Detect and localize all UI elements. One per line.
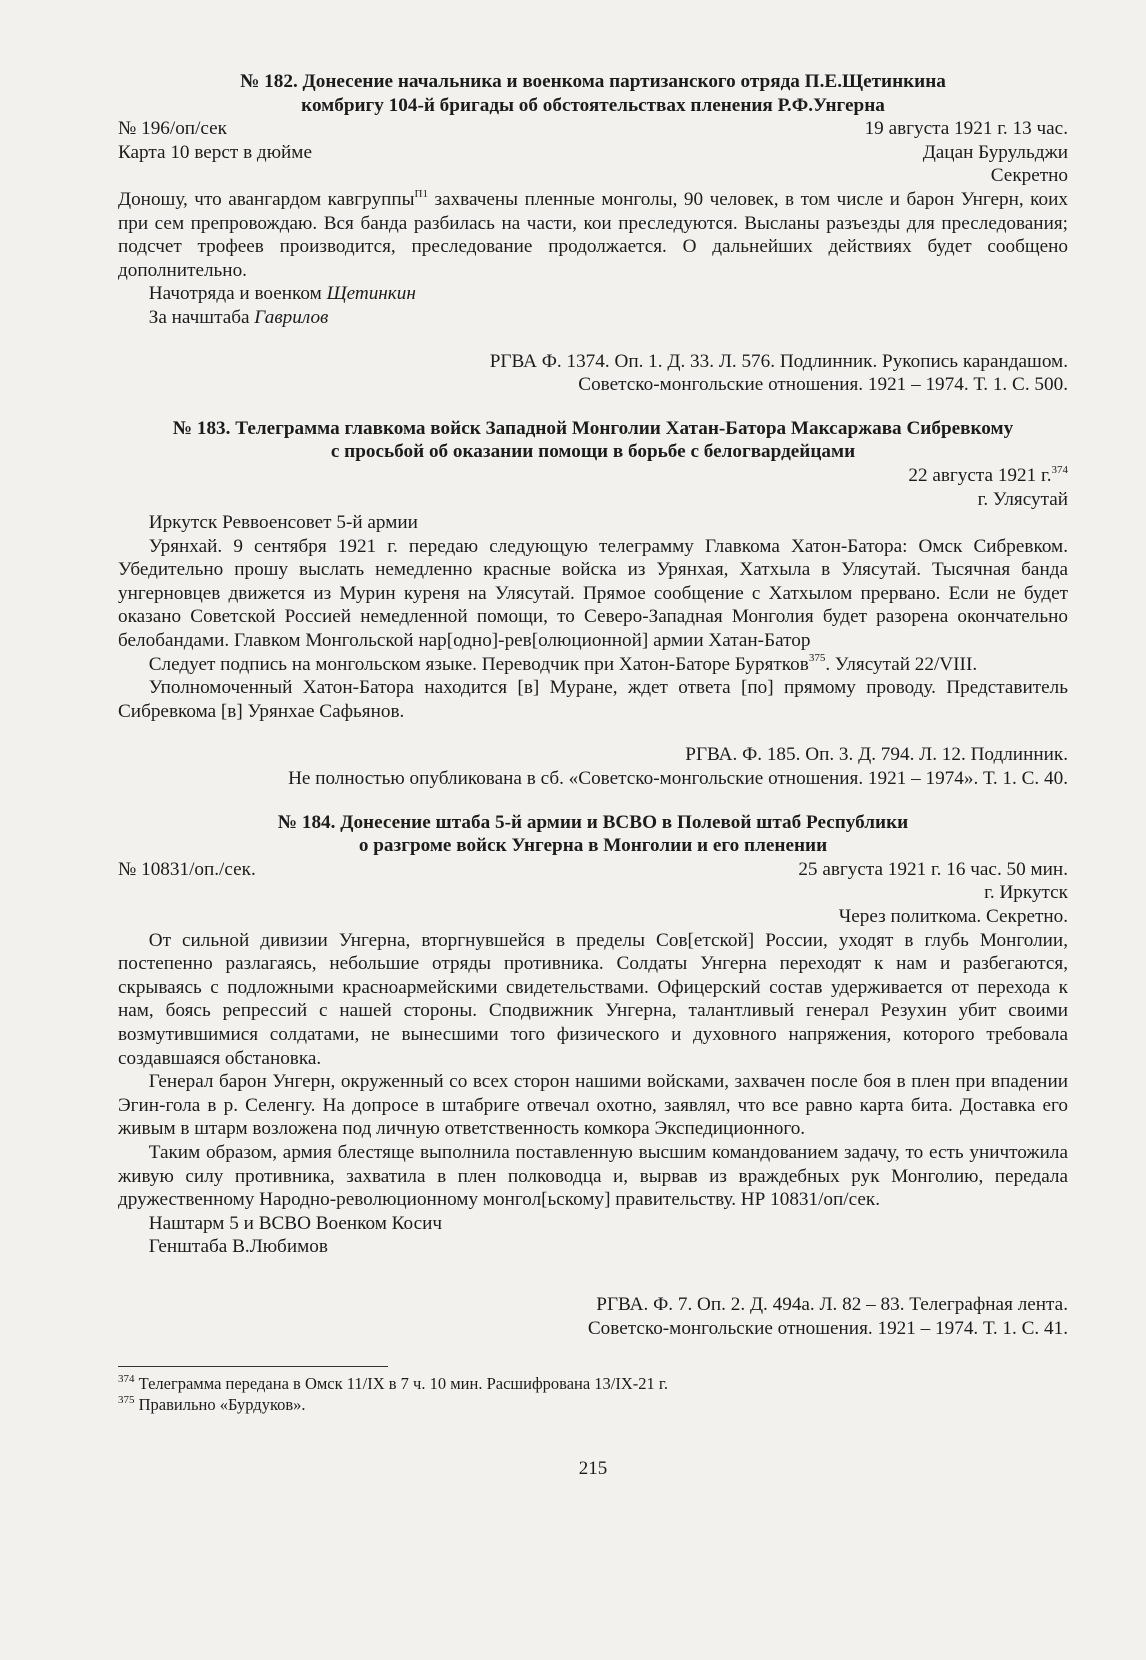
document-183 bbox=[118, 417, 1068, 791]
footnote-374-mark: 374 bbox=[118, 1372, 135, 1385]
doc182-body-text-b: захвачены пленные монголы, 90 человек, в том числе и барон Унгерн, коих при сем препровождаю. Вся банда разбилась на части, кои преследуются. Высланы разъезды для преследования; подсчет трофеев производится, преследование продолжается. О дальнейших действиях будет сообщено дополнительно. bbox=[118, 188, 1068, 281]
doc182-source-2: Советско-монгольские отношения. 1921 – 1974. Т. 1. С. 500. bbox=[578, 374, 1068, 396]
doc184-source-1: РГВА. Ф. 7. Оп. 2. Д. 494а. Л. 82 – 83. Телеграфная лента. bbox=[596, 1293, 1068, 1315]
doc182-sig1-name: Щетинкин bbox=[326, 283, 416, 305]
document-184 bbox=[118, 811, 1068, 1340]
doc184-source-2: Советско-монгольские отношения. 1921 – 1974. Т. 1. С. 41. bbox=[587, 1317, 1068, 1339]
doc182-source-1: РГВА Ф. 1374. Оп. 1. Д. 33. Л. 576. Подлинник. Рукопись карандашом. bbox=[489, 350, 1068, 372]
doc184-title-line2: о разгроме войск Унгерна в Монголии и его пленении bbox=[358, 835, 828, 857]
doc182-signature-1 bbox=[118, 282, 1068, 306]
doc184-para-1: От сильной дивизии Унгерна, вторгнувшейся в пределы Сов[етской] России, уходят в глубь Монголии, постепенно разлагаясь, небольшие отряды противника. Солдаты Унгерна переходят к нам и разбегаются, скрываясь с подложными красноармейскими свидетельствами. Офицерский состав удерживается от перехода к нам, боясь репрессий с нашей стороны. Сподвижник Унгерна, талантливый генерал Резухин убит своими возмутившимися солдатами, не вынесшими того физического и духовного напряжения, которого требовала создавшаяся обстановка. bbox=[118, 929, 1068, 1069]
doc182-sig2-label: За начштаба bbox=[148, 306, 255, 328]
footnote-374 bbox=[118, 1373, 1068, 1394]
doc182-title-line2: комбригу 104-й бригады об обстоятельствах пленения Р.Ф.Унгерна bbox=[301, 94, 885, 116]
doc184-signature-2: Генштаба В.Любимов bbox=[148, 1236, 328, 1258]
doc183-para2-text-b: . Улясутай 22/VIII. bbox=[825, 653, 978, 675]
doc182-sig2-name: Гаврилов bbox=[254, 306, 329, 328]
doc184-number: № 10831/оп./сек. bbox=[118, 858, 256, 880]
doc182-number: № 196/оп/сек bbox=[118, 118, 227, 140]
footnote-375 bbox=[118, 1394, 1068, 1415]
doc183-para-3: Уполномоченный Хатон-Батора находится [в] Муране, ждет ответа [по] прямому проводу. Представитель Сибревкома [в] Урянхае Сафьянов. bbox=[118, 677, 1068, 722]
document-page bbox=[118, 70, 1068, 1481]
doc184-signature-1: Наштарм 5 и ВСВО Военком Косич bbox=[148, 1212, 443, 1234]
document-182 bbox=[118, 70, 1068, 397]
footnote-375-mark: 375 bbox=[118, 1393, 135, 1406]
doc184-via: Через политкома. Секретно. bbox=[838, 906, 1068, 927]
doc184-date: 25 августа 1921 г. 16 час. 50 мин. bbox=[798, 858, 1068, 880]
doc182-meta-row1 bbox=[118, 117, 1068, 141]
doc182-note-mark: П1 bbox=[414, 187, 428, 200]
doc182-body-text-a: Доношу, что авангардом кавгруппы bbox=[118, 188, 415, 210]
doc183-date-note-mark: 374 bbox=[1051, 463, 1068, 476]
doc183-addressee: Иркутск Реввоенсовет 5-й армии bbox=[148, 512, 418, 534]
doc184-meta-row bbox=[118, 858, 1068, 882]
footnote-374-text: Телеграмма передана в Омск 11/IX в 7 ч. 10 мин. Расшифрована 13/IX-21 г. bbox=[134, 1374, 668, 1394]
doc182-map: Карта 10 верст в дюйме bbox=[118, 141, 312, 163]
doc184-title-line1: № 184. Донесение штаба 5-й армии и ВСВО в Полевой штаб Республики bbox=[277, 811, 909, 833]
doc183-place: г. Улясутай bbox=[977, 488, 1068, 510]
doc182-meta-row2 bbox=[118, 141, 1068, 165]
doc182-date: 19 августа 1921 г. 13 час. bbox=[864, 118, 1068, 140]
doc183-title-line2: с просьбой об оказании помощи в борьбе с белогвардейцами bbox=[330, 441, 856, 463]
doc182-sig1-label: Начотряда и военком bbox=[148, 283, 327, 305]
page-number: 215 bbox=[578, 1458, 608, 1480]
doc183-para-2 bbox=[118, 653, 1068, 677]
doc183-title-line1: № 183. Телеграмма главкома войск Западной Монголии Хатан-Батора Максаржава Сибревкому bbox=[172, 417, 1014, 439]
doc184-para-3: Таким образом, армия блестяще выполнила поставленную высшим командованием задачу, то есть уничтожила живую силу противника, захватила в плен полководца и, вырвав из враждебных рук Монголию, передала дружественному Народно-революционному монгол[ьскому] правительству. НР 10831/оп/сек. bbox=[118, 1141, 1068, 1211]
doc183-para2-note-mark: 375 bbox=[808, 652, 826, 665]
doc183-date-text: 22 августа 1921 г. bbox=[908, 464, 1052, 486]
doc182-signature-2 bbox=[118, 306, 1068, 330]
doc182-place: Дацан Бурульджи bbox=[922, 141, 1068, 163]
doc183-source-1: РГВА. Ф. 185. Оп. 3. Д. 794. Л. 12. Подлинник. bbox=[685, 744, 1068, 766]
doc183-source-2: Не полностью опубликована в сб. «Советско-монгольские отношения. 1921 – 1974». Т. 1. С. 40. bbox=[288, 768, 1068, 790]
doc183-para-1: Урянхай. 9 сентября 1921 г. передаю следующую телеграмму Главкома Хатон-Батора: Омск Сибревком. Убедительно прошу выслать немедленно красные войска из Урянхая, Хатхыла в Улясутай. Тысячная банда унгерновцев движется из Мурин куреня на Улясутай. Прямое сообщение с Хатхылом прервано. Если не будет оказано Советской Россией немедленной помощи, то Северо-Западная Монголия будет разорена окончательно белобандами. Главком Монгольской нар[одно]-рев[олюционной] армии Хатан-Батор bbox=[118, 535, 1068, 652]
doc184-place: г. Иркутск bbox=[984, 882, 1068, 904]
doc184-para-2: Генерал барон Унгерн, окруженный со всех сторон нашими войсками, захвачен после боя в плен при впадении Эгин-гола в р. Селенгу. На допросе в штабриге отвечал охотно, заявлял, что все равно карта бита. Доставка его живым в штарм возложена под личную ответственность комкора Экспедиционного. bbox=[118, 1071, 1068, 1140]
doc183-date bbox=[118, 464, 1068, 488]
footnotes bbox=[118, 1373, 1068, 1415]
doc182-secrecy: Секретно bbox=[990, 165, 1068, 187]
footnote-375-text: Правильно «Бурдуков». bbox=[134, 1395, 306, 1415]
doc183-para2-text-a: Следует подпись на монгольском языке. Переводчик при Хатон-Баторе Бурятков bbox=[148, 653, 809, 675]
doc182-title-line1: № 182. Донесение начальника и военкома партизанского отряда П.Е.Щетинкина bbox=[240, 71, 946, 92]
doc182-body bbox=[118, 188, 1068, 282]
